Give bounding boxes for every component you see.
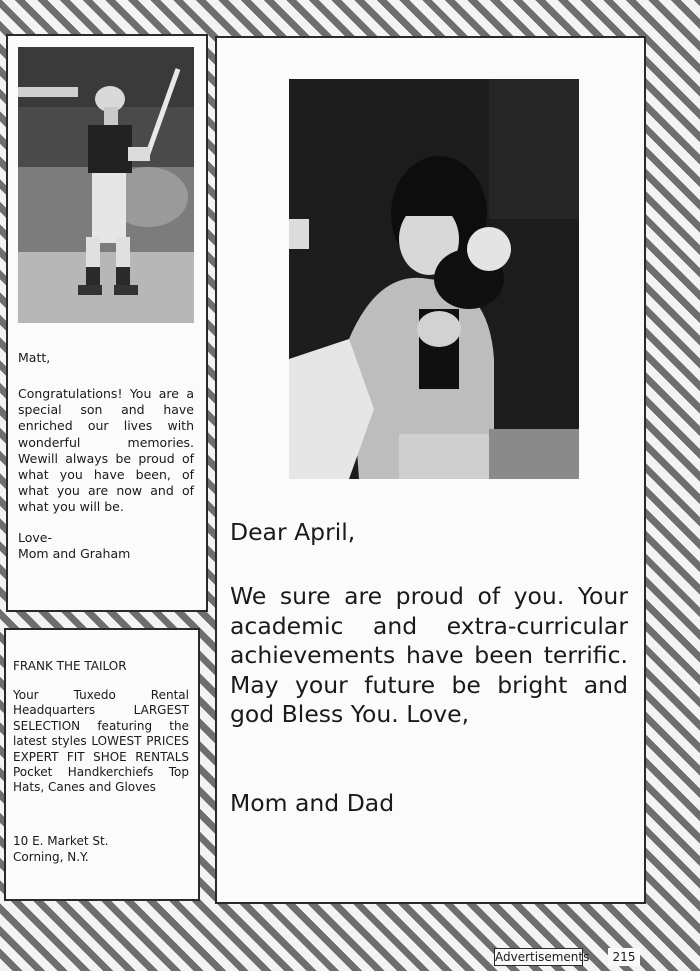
business-description: Your Tuxedo Rental Headquarters LARGEST SELECTION featuring the latest styles LOWEST PRICES EXPERT FIT SHOE RENTALS Pocket Handkerchiefs Top Hats, Canes and Gloves: [13, 688, 189, 795]
april-photo: [289, 79, 579, 479]
matt-message: Congratulations! You are a special son and have enriched our lives with wonderful memories. Wewill always be proud of what you have been, of what you are now and of what you will be.: [18, 386, 194, 515]
april-photo-image: [289, 79, 579, 479]
april-signature: Mom and Dad: [230, 789, 395, 817]
business-name: FRANK THE TAILOR: [13, 659, 127, 673]
business-address-city: Corning, N.Y.: [13, 850, 89, 864]
matt-signature: Mom and Graham: [18, 546, 131, 561]
april-ad-panel: [215, 36, 646, 904]
page-number: 215: [608, 948, 640, 966]
frank-the-tailor-ad: [4, 628, 200, 901]
april-greeting: Dear April,: [230, 518, 356, 546]
section-label: Advertisements: [495, 950, 590, 964]
matt-baseball-photo: [18, 47, 194, 323]
matt-ad-panel: [6, 34, 208, 612]
matt-photo-image: [18, 47, 194, 323]
april-message: We sure are proud of you. Your academic and extra-curricular achievements have been terrific. May your future be bright and god Bless You. Love,: [230, 582, 628, 728]
business-address-street: 10 E. Market St.: [13, 834, 109, 848]
matt-signoff: Love-: [18, 530, 52, 545]
matt-greeting: Matt,: [18, 350, 51, 365]
